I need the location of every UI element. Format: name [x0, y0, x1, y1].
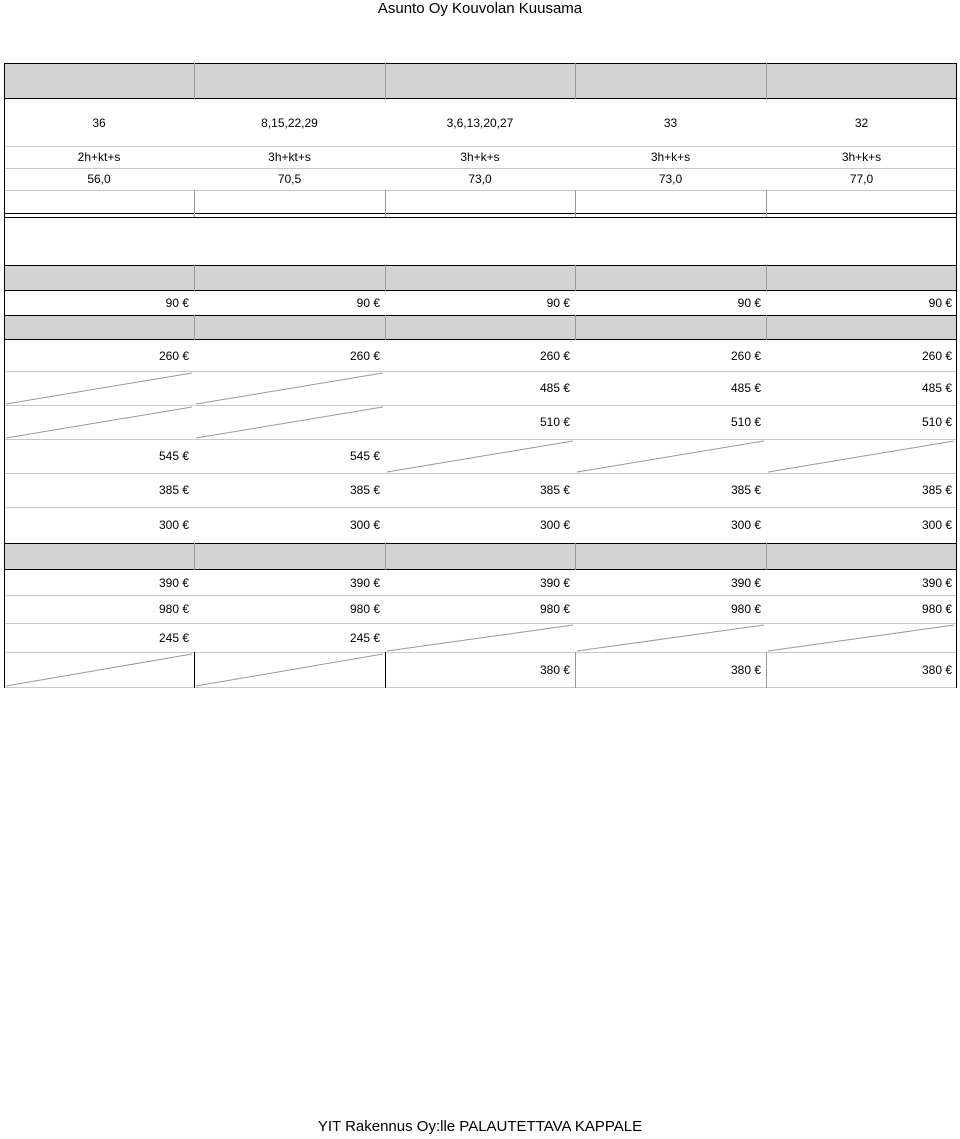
apartment-type-cell: 3h+k+s [841, 150, 882, 164]
section-band [4, 315, 957, 340]
section-band [4, 265, 957, 291]
price-cell: 485 € [730, 381, 761, 395]
apartment-type-cell: 3h+kt+s [268, 150, 311, 164]
price-cell: 510 € [921, 415, 952, 429]
price-cell [194, 371, 385, 405]
price-cell: 390 € [730, 575, 761, 590]
price-cell: 260 € [158, 348, 189, 363]
price-row [4, 595, 957, 623]
page-title: Asunto Oy Kouvolan Kuusama [377, 0, 583, 17]
price-row [4, 623, 957, 652]
price-cell: 260 € [349, 348, 380, 363]
price-row [4, 570, 957, 595]
apartment-number-cell: 33 [663, 116, 678, 130]
price-cell: 300 € [921, 518, 952, 532]
price-cell [4, 652, 194, 687]
price-cell: 390 € [539, 575, 570, 590]
price-cell: 485 € [539, 381, 570, 395]
area-row [4, 168, 957, 190]
section-band [4, 543, 957, 570]
price-cell: 300 € [730, 518, 761, 532]
price-row [4, 340, 957, 371]
price-cell: 380 € [921, 662, 952, 677]
price-row [4, 439, 957, 473]
price-cell: 390 € [158, 575, 189, 590]
price-cell: 980 € [349, 602, 380, 616]
price-cell: 90 € [737, 296, 761, 310]
price-cell: 260 € [539, 348, 570, 363]
price-cell [4, 405, 194, 439]
apartment-number-cell: 8,15,22,29 [261, 116, 318, 130]
price-cell: 385 € [349, 483, 380, 497]
price-row [4, 291, 957, 315]
price-cell [766, 623, 957, 652]
price-cell [766, 439, 957, 473]
price-cell: 245 € [158, 630, 189, 645]
header-band [4, 63, 957, 99]
area-cell: 56,0 [87, 172, 111, 186]
price-cell: 510 € [730, 415, 761, 429]
apartment-type-cell: 2h+kt+s [77, 150, 121, 164]
price-cell: 380 € [730, 662, 761, 677]
price-cell: 390 € [921, 575, 952, 590]
apartment-number-row [4, 108, 957, 138]
price-cell: 90 € [165, 296, 189, 310]
price-row [4, 507, 957, 543]
price-cell: 390 € [349, 575, 380, 590]
price-cell [385, 623, 575, 652]
blank-section [4, 217, 957, 266]
price-row [4, 405, 957, 439]
price-cell: 260 € [921, 348, 952, 363]
price-cell: 380 € [539, 662, 570, 677]
apartment-type-cell: 3h+k+s [650, 150, 691, 164]
apartment-number-cell: 36 [92, 116, 106, 130]
apartment-number-cell: 32 [854, 116, 869, 130]
area-cell: 70,5 [277, 172, 302, 186]
price-cell [385, 439, 575, 473]
price-cell: 980 € [730, 602, 761, 616]
price-cell: 485 € [921, 381, 952, 395]
price-cell: 245 € [349, 630, 380, 645]
price-cell: 980 € [158, 602, 189, 616]
price-cell [194, 652, 385, 687]
price-cell: 385 € [730, 483, 761, 497]
price-cell: 90 € [546, 296, 570, 310]
price-row [4, 371, 957, 405]
apartment-type-cell: 3h+k+s [460, 150, 500, 164]
price-cell: 300 € [539, 518, 570, 532]
price-row [4, 473, 957, 507]
price-cell: 385 € [539, 483, 570, 497]
price-cell: 90 € [356, 296, 380, 310]
price-cell: 385 € [158, 483, 189, 497]
price-cell [575, 623, 766, 652]
price-cell: 300 € [349, 518, 380, 532]
price-row [4, 652, 957, 687]
price-cell: 545 € [158, 449, 189, 463]
price-cell [194, 405, 385, 439]
page-footer: YIT Rakennus Oy:lle PALAUTETTAVA KAPPALE [317, 1118, 643, 1135]
price-cell [575, 439, 766, 473]
price-cell: 260 € [730, 348, 761, 363]
price-cell [4, 371, 194, 405]
area-cell: 73,0 [658, 172, 683, 186]
price-cell: 385 € [921, 483, 952, 497]
price-cell: 545 € [349, 449, 380, 463]
area-cell: 73,0 [468, 172, 492, 186]
price-cell: 980 € [539, 602, 570, 616]
apartment-type-row [4, 146, 957, 168]
price-cell: 90 € [928, 296, 952, 310]
area-cell: 77,0 [849, 172, 874, 186]
price-cell: 510 € [539, 415, 570, 429]
price-cell: 980 € [921, 602, 952, 616]
apartment-number-cell: 3,6,13,20,27 [446, 116, 514, 130]
price-cell: 300 € [158, 518, 189, 532]
